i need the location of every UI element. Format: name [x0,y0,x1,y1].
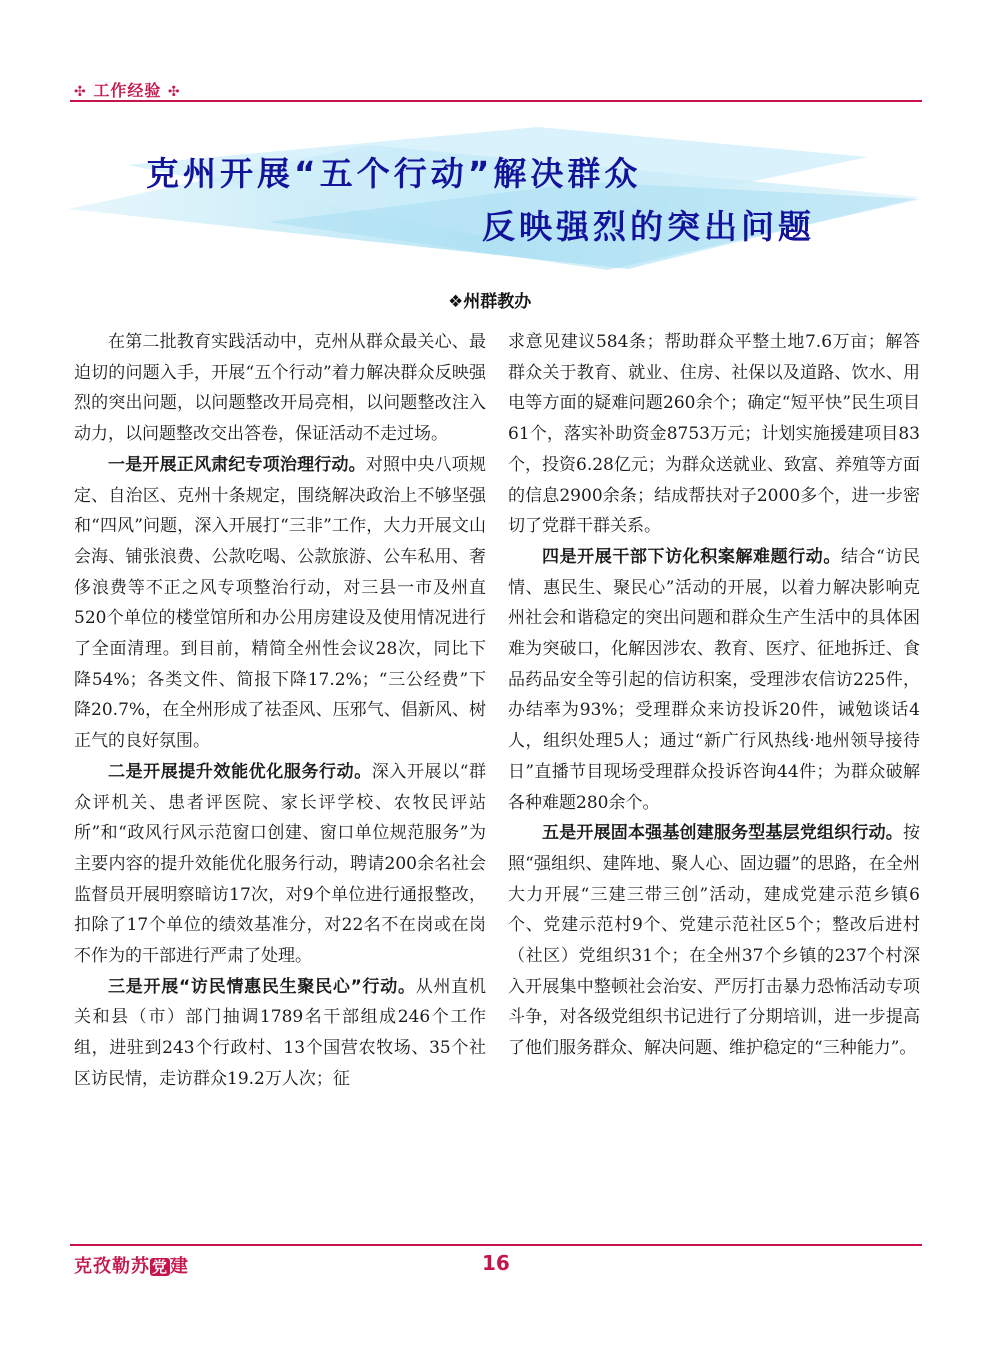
paragraph [74,757,486,972]
paragraph-continued [508,327,920,542]
ornament-icon: ✣ [167,84,181,100]
ornament-icon: ✣ [74,84,87,100]
page-number: 16 [482,1251,510,1275]
paragraph-text: 深入开展以“群众评机关、患者评医院、家长评学校、农牧民评站所”和“政风行风示范窗口创建、窗口单位规范服务”为主要内容的提升效能优化服务行动，聘请200余名社会监督员开展明察暗访17次，对9个单位进行通报整改，扣除了17个单位的绩效基准分，对22名不在岗或在岗不作为的干部进行严肃了处理。 [74,761,487,967]
paragraph-lead: 三是开展“访民情惠民生聚民心”行动。 [108,976,416,997]
paragraph [508,818,920,1064]
paragraph [74,327,486,450]
section-header [74,78,181,101]
paragraph-text: 在第二批教育实践活动中，克州从群众最关心、最迫切的问题入手，开展“五个行动”着力解决群众反映强烈的突出问题，以问题整改开局亮相，以问题整改注入动力，以问题整改交出答卷，保证活动不走过场。 [74,332,486,445]
left-column [74,327,486,1095]
paragraph-lead: 五是开展固本强基创建服务型基层党组织行动。 [542,823,903,844]
footer-divider [70,1244,922,1246]
article-title-line2: 反映强烈的突出问题 [482,207,815,246]
paragraph-text: 对照中央八项规定、自治区、克州十条规定，围绕解决政治上不够坚强和“四风”问题，深入开展打“三非”工作，大力开展文山会海、铺张浪费、公款吃喝、公款旅游、公车私用、奢侈浪费等不正之风专项整治行动，对三县一市及州直520个单位的楼堂馆所和办公用房建设及使用情况进行了全面清理。到目前，精简全州性会议28次，同比下降54%；各类文件、简报下降17.2%；“三公经费”下降20.7%，在全州形成了祛歪风、压邪气、倡新风、树正气的良好氛围。 [74,454,487,752]
article-title-line1: 克州开展“五个行动”解决群众 [146,154,642,193]
paragraph-text: 按照“强组织、建阵地、聚人心、固边疆”的思路，在全州大力开展“三建三带三创”活动，建成党建示范乡镇6个、党建示范村9个、党建示范社区5个；整改后进村（社区）党组织31个；在全州37个乡镇的237个村深入开展集中整顿社会治安、严厉打击暴力恐怖活动专项斗争，对各级党组织书记进行了分期培训，进一步提高了他们服务群众、解决问题、维护稳定的“三种能力”。 [508,823,920,1059]
paragraph-lead: 二是开展提升效能优化服务行动。 [108,761,372,782]
right-column [508,327,920,1064]
brand-main: 克孜勒苏 [74,1256,150,1277]
paragraph [508,542,920,818]
header-divider [70,100,922,102]
paragraph [74,450,486,757]
paragraph-text: 求意见建议584条；帮助群众平整土地7.6万亩；解答群众关于教育、就业、住房、社保以及道路、饮水、用电等方面的疑难问题260余个；确定“短平快”民生项目61个，落实补助资金8753万元；计划实施援建项目83个，投资6.28亿元；为群众送就业、致富、养殖等方面的信息2900余条；结成帮扶对子2000多个，进一步密切了党群干群关系。 [508,332,920,537]
paragraph-text: 结合“访民情、惠民生、聚民心”活动的开展，以着力解决影响克州社会和谐稳定的突出问题和群众生产生活中的具体困难为突破口，化解因涉农、教育、医疗、征地拆迁、食品药品安全等引起的信访积案，受理涉农信访225件，办结率为93%；受理群众来访投诉20件，诫勉谈话4人，组织处理5人；通过“新广行风热线·地州领导接待日”直播节目现场受理群众投诉咨询44件；为群众破解各种难题280余个。 [508,546,921,813]
paragraph-lead: 一是开展正风肃纪专项治理行动。 [108,454,366,475]
magazine-brand-logo [74,1252,189,1278]
section-label: 工作经验 [93,81,162,100]
paragraph [74,972,486,1095]
author-byline: ❖州群教办 [448,292,532,312]
brand-accent: 党 [152,1258,169,1276]
paragraph-lead: 四是开展干部下访化积案解难题行动。 [542,546,841,567]
paragraph-text: 从州直机关和县（市）部门抽调1789名干部组成246个工作组，进驻到243个行政村、13个国营农牧场、35个社区访民情，走访群众19.2万人次；征 [74,976,486,1089]
brand-tail: 建 [170,1256,190,1277]
